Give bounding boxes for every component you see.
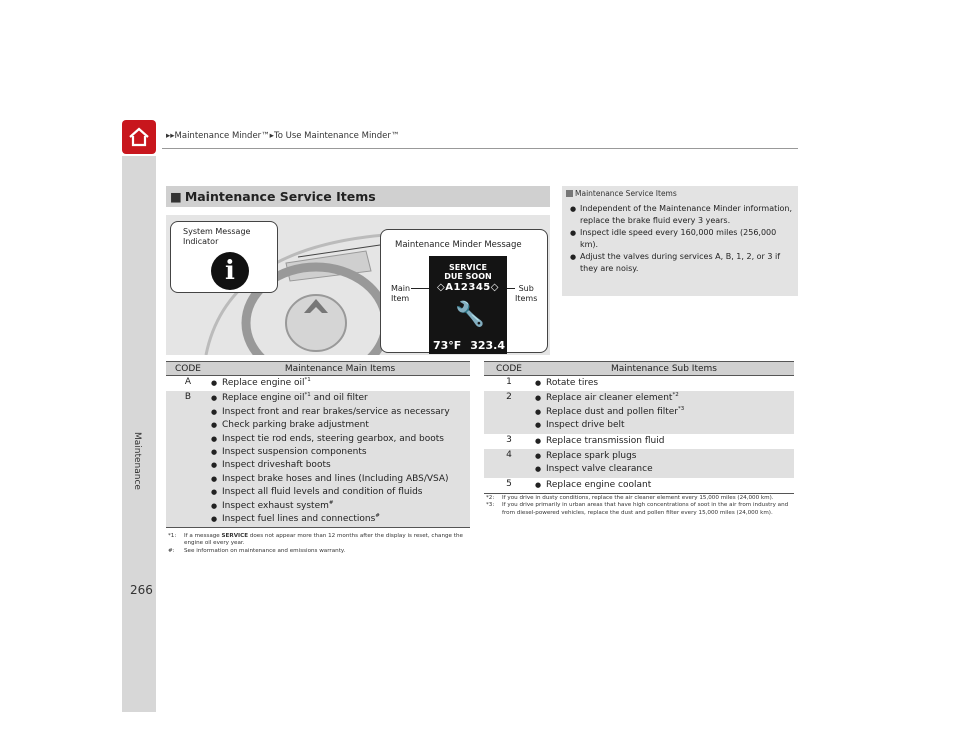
list-item: ● Inspect front and rear brakes/service as necessary	[210, 406, 470, 419]
item-list	[210, 377, 470, 390]
item-list	[534, 377, 794, 390]
note-item: ● Adjust the valves during services A, B, 1, 2, or 3 if they are noisy.	[570, 251, 794, 275]
list-item: ● Inspect valve clearance	[534, 463, 794, 476]
list-item: ● Replace air cleaner element$^{*2}$	[534, 392, 794, 405]
note-item: ● Inspect idle speed every 160,000 miles (256,000 km).	[570, 227, 794, 251]
row-code: 1	[506, 377, 512, 387]
note-list	[570, 203, 794, 275]
note-title: Maintenance Service Items	[566, 189, 677, 198]
footnotes-right	[486, 495, 796, 517]
row-code: 2	[484, 391, 534, 433]
multi-info-display	[429, 256, 507, 354]
breadcrumb[interactable]: ▸▸Maintenance Minder™▸To Use Maintenance Minder™	[166, 131, 400, 141]
table-row	[484, 434, 794, 449]
system-message-indicator-label: System Message Indicator	[183, 227, 251, 246]
list-item: ● Inspect tie rod ends, steering gearbox, and boots	[210, 433, 470, 446]
section-heading	[166, 186, 550, 207]
item-list	[210, 392, 470, 526]
row-items	[210, 391, 470, 528]
row-code: B	[166, 391, 210, 528]
footnote-ref: #	[328, 499, 334, 506]
message-callout-panel	[380, 229, 548, 353]
item-list	[534, 450, 794, 477]
display-temperature: 73°F	[433, 339, 462, 352]
row-items	[534, 434, 794, 449]
page-number: 266	[130, 583, 153, 597]
display-odometer: 323.4	[470, 339, 505, 352]
note-icon	[566, 190, 573, 197]
section-title: Maintenance Service Items	[184, 189, 376, 204]
table-row	[484, 449, 794, 478]
row-items	[534, 391, 794, 433]
list-item: ● Replace transmission fluid	[534, 435, 794, 448]
row-code: 4	[484, 449, 534, 478]
table-row	[484, 376, 794, 392]
section-marker: ■	[170, 189, 182, 204]
side-tab-label: Maintenance	[132, 432, 142, 490]
maintenance-minder-message-label: Maintenance Minder Message	[395, 240, 522, 250]
footnote-ref: *2	[672, 392, 679, 399]
footnote: #: See information on maintenance and emissions warranty.	[168, 547, 346, 554]
footnote-ref: #	[375, 513, 380, 520]
list-item: ● Inspect suspension components	[210, 446, 470, 459]
list-item: ● Replace engine oil$^{*1}$	[210, 377, 470, 390]
list-item: ● Inspect brake hoses and lines (Including ABS/VSA)	[210, 473, 470, 486]
home-icon	[128, 127, 150, 147]
list-item: ● Inspect fuel lines and connections#	[210, 513, 470, 526]
row-code: 3	[506, 434, 512, 445]
header-divider	[162, 148, 798, 149]
main-table-items-header: Maintenance Main Items	[210, 362, 470, 376]
table-row	[484, 478, 794, 494]
table-row	[484, 391, 794, 433]
footnote: *1: If a message SERVICE does not appear more than 12 months after the display is reset, change the engine oil every year.	[168, 533, 463, 547]
table-row	[166, 376, 470, 392]
row-items	[210, 376, 470, 392]
list-item: ● Inspect drive belt	[534, 419, 794, 432]
sub-table-code-header: CODE	[484, 362, 534, 376]
list-item: ● Inspect all fluid levels and condition of fluids	[210, 486, 470, 499]
item-list	[534, 479, 794, 492]
item-list	[534, 435, 794, 448]
list-item: ● Replace spark plugs	[534, 450, 794, 463]
row-code: A	[184, 377, 192, 387]
list-item: ● Replace dust and pollen filter$^{*3}$	[534, 406, 794, 419]
list-item: ● Rotate tires	[534, 377, 794, 390]
list-item: ● Replace engine oil$^{*1}$ and oil filter	[210, 392, 470, 405]
main-table-code-header: CODE	[166, 362, 210, 376]
note-box	[562, 186, 798, 296]
main-item-label: Main Item	[391, 284, 411, 303]
note-item: ● Independent of the Maintenance Minder information, replace the brake fluid every 3 years.	[570, 203, 794, 227]
list-item: ● Replace engine coolant	[534, 479, 794, 492]
item-list	[534, 392, 794, 432]
list-item: ● Check parking brake adjustment	[210, 419, 470, 432]
footnote-ref: *3	[678, 405, 685, 412]
footnote-ref: *1	[304, 377, 311, 383]
main-items-table	[166, 361, 470, 528]
info-icon: i	[211, 252, 249, 290]
list-item: ● Inspect exhaust system#	[210, 500, 470, 513]
display-service-text: SERVICE DUE SOON	[444, 263, 492, 281]
row-items	[534, 478, 794, 494]
row-items	[534, 376, 794, 392]
indicator-callout-panel	[170, 221, 278, 293]
footnote: *2: If you drive in dusty conditions, replace the air cleaner element every 15,000 miles (24,000 km).	[486, 495, 774, 501]
sub-items-label: Sub Items	[515, 284, 538, 303]
table-row	[166, 391, 470, 528]
display-maintenance-code: ◇A12345◇	[437, 282, 499, 293]
row-items	[534, 449, 794, 478]
footnotes-left	[168, 533, 472, 555]
list-item: ● Inspect driveshaft boots	[210, 459, 470, 472]
sub-items-table	[484, 361, 794, 494]
footnote: *3: If you drive primarily in urban areas that have high concentrations of soot in the air from industry and from diesel-powered vehicles, replace the dust and pollen filter every 15,000 miles (24,000 km).	[486, 502, 789, 516]
sub-table-items-header: Maintenance Sub Items	[534, 362, 794, 376]
home-button[interactable]	[122, 120, 156, 154]
footnote-ref: *1	[304, 392, 311, 399]
row-code: 5	[484, 478, 534, 494]
wrench-icon: 🔧	[455, 300, 485, 328]
dashboard-figure	[166, 215, 550, 355]
